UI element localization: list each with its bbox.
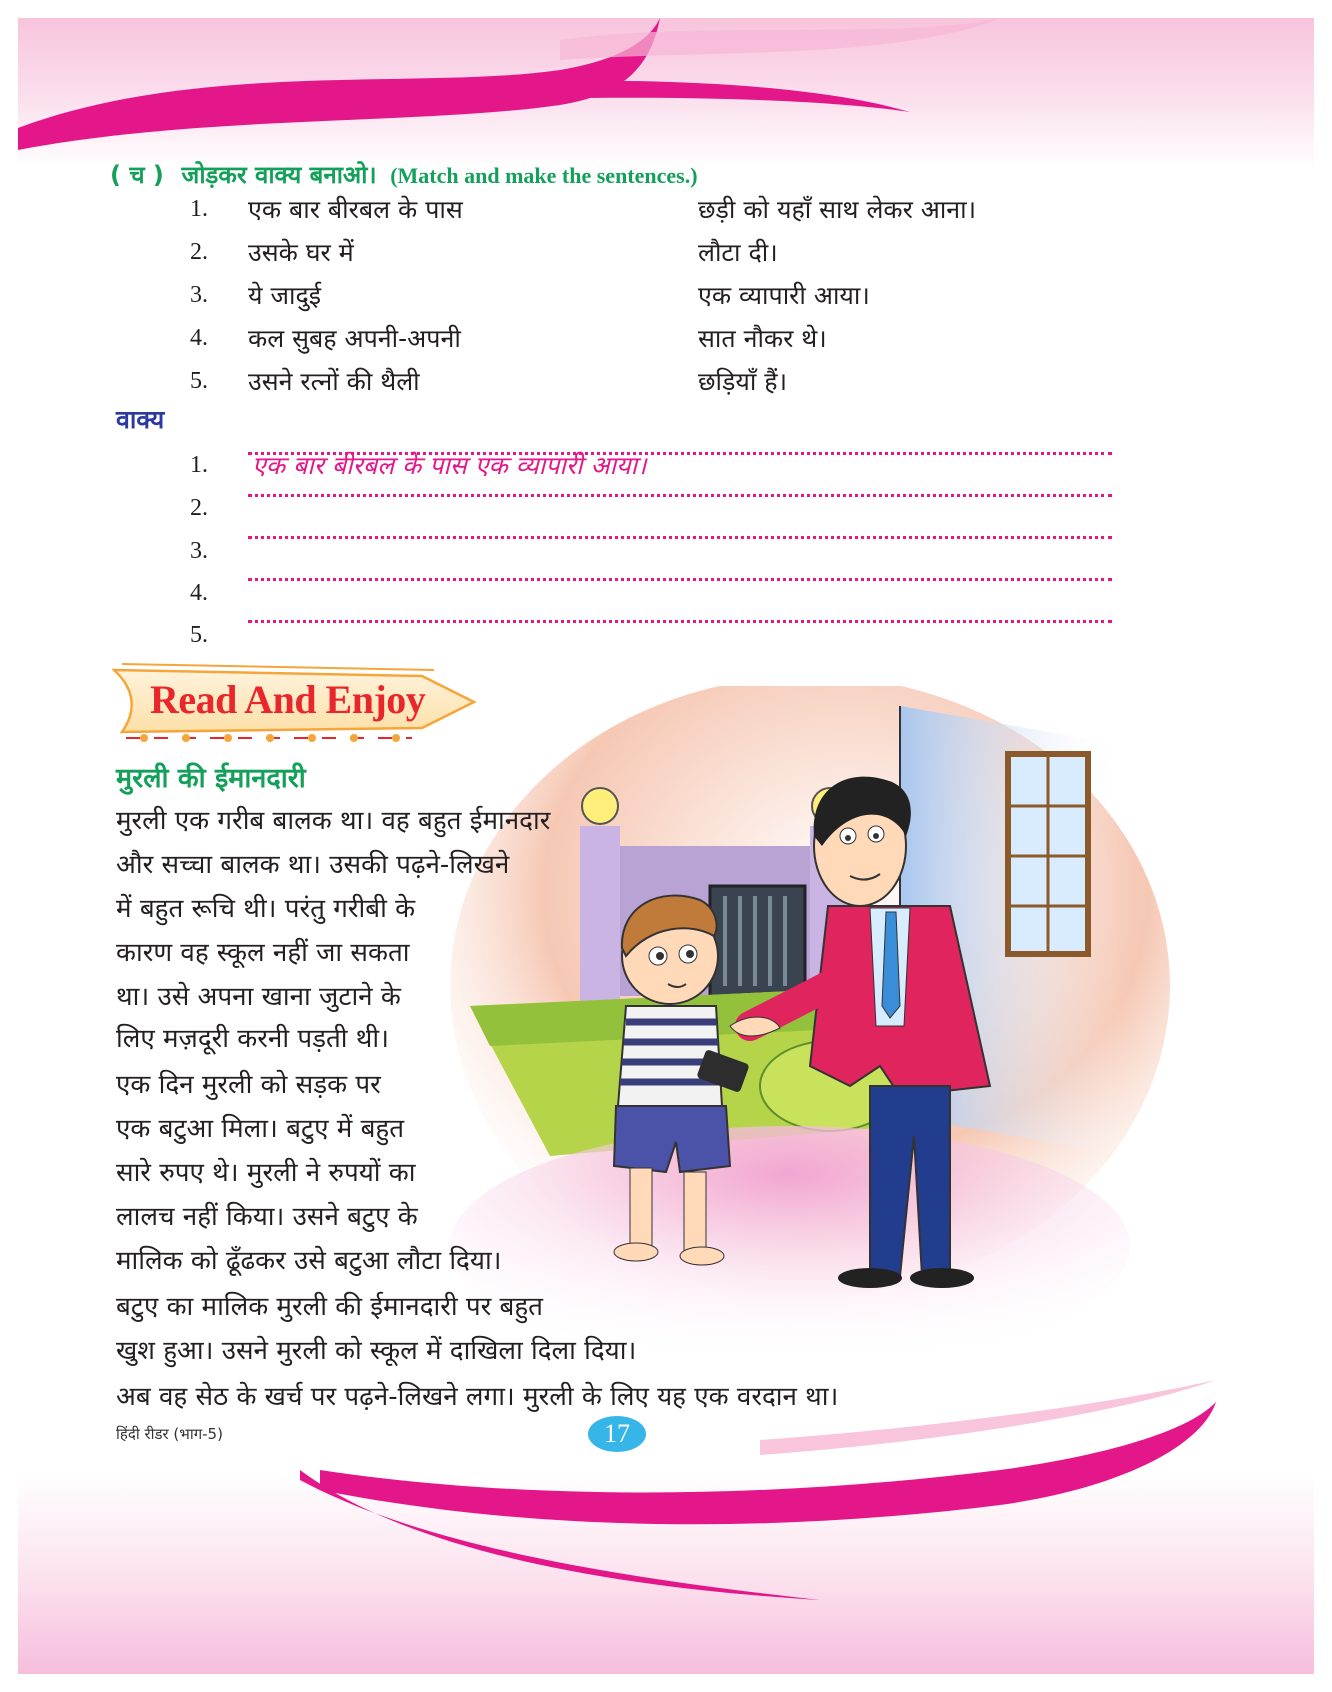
match-item-number: 5. <box>190 368 208 394</box>
exercise-title-english: (Match and make the sentences.) <box>390 163 698 188</box>
answer-number: 4. <box>190 580 208 606</box>
match-item-left: कल सुबह अपनी-अपनी <box>248 324 461 353</box>
match-item-left: ये जादुई <box>248 281 322 310</box>
story-illustration <box>430 686 1170 1346</box>
match-item-left: एक बार बीरबल के पास <box>248 195 463 224</box>
answer-line[interactable] <box>248 494 1112 497</box>
answer-number: 5. <box>190 622 208 648</box>
story-line: खुश हुआ। उसने मुरली को स्कूल में दाखिला दिला दिया। <box>116 1336 637 1366</box>
exercise-heading <box>110 158 698 191</box>
story-line: सारे रुपए थे। मुरली ने रुपयों का <box>116 1158 416 1188</box>
banner-title: Read And Enjoy <box>150 677 426 722</box>
match-item-right: छड़ी को यहाँ साथ लेकर आना। <box>698 195 977 224</box>
match-item-number: 4. <box>190 325 208 351</box>
answer-line[interactable] <box>248 620 1112 623</box>
story-line: और सच्चा बालक था। उसकी पढ़ने-लिखने <box>116 850 510 880</box>
sentences-heading: वाक्य <box>116 405 165 434</box>
answer-line[interactable] <box>248 536 1112 539</box>
match-item-number: 1. <box>190 196 208 222</box>
answer-number: 3. <box>190 538 208 564</box>
story-line: लालच नहीं किया। उसने बटुए के <box>116 1202 418 1232</box>
match-item-left: उसके घर में <box>248 238 354 267</box>
story-line: बटुए का मालिक मुरली की ईमानदारी पर बहुत <box>116 1292 544 1322</box>
story-title: मुरली की ईमानदारी <box>116 763 306 794</box>
answer-line[interactable] <box>248 578 1112 581</box>
match-item-right: सात नौकर थे। <box>698 324 827 353</box>
exercise-title-hindi: जोड़कर वाक्य बनाओ। <box>181 161 377 189</box>
story-line: मुरली एक गरीब बालक था। वह बहुत ईमानदार <box>116 806 551 836</box>
answer-text: एक बार बीरबल के पास एक व्यापारी आया। <box>252 451 647 480</box>
answer-number: 1. <box>190 452 208 478</box>
story-line: एक बटुआ मिला। बटुए में बहुत <box>116 1114 405 1144</box>
footer-book-title: हिंदी रीडर (भाग-5) <box>116 1425 223 1443</box>
story-line: मालिक को ढूँढकर उसे बटुआ लौटा दिया। <box>116 1246 502 1276</box>
story-line: एक दिन मुरली को सड़क पर <box>116 1070 381 1100</box>
story-line: अब वह सेठ के खर्च पर पढ़ने-लिखने लगा। मुरली के लिए यह एक वरदान था। <box>116 1382 839 1412</box>
match-item-number: 2. <box>190 239 208 265</box>
match-item-left: उसने रत्नों की थैली <box>248 367 420 396</box>
story-line: कारण वह स्कूल नहीं जा सकता <box>116 938 410 968</box>
match-item-number: 3. <box>190 282 208 308</box>
story-line: लिए मज़दूरी करनी पड़ती थी। <box>116 1024 390 1054</box>
match-item-right: एक व्यापारी आया। <box>698 281 870 310</box>
answer-number: 2. <box>190 495 208 521</box>
exercise-marker: ( च ) <box>110 161 164 189</box>
match-item-right: लौटा दी। <box>698 238 778 267</box>
match-item-right: छड़ियाँ हैं। <box>698 367 788 396</box>
story-line: में बहुत रूचि थी। परंतु गरीबी के <box>116 894 416 924</box>
story-line: था। उसे अपना खाना जुटाने के <box>116 982 401 1012</box>
page-number: 17 <box>588 1416 646 1452</box>
